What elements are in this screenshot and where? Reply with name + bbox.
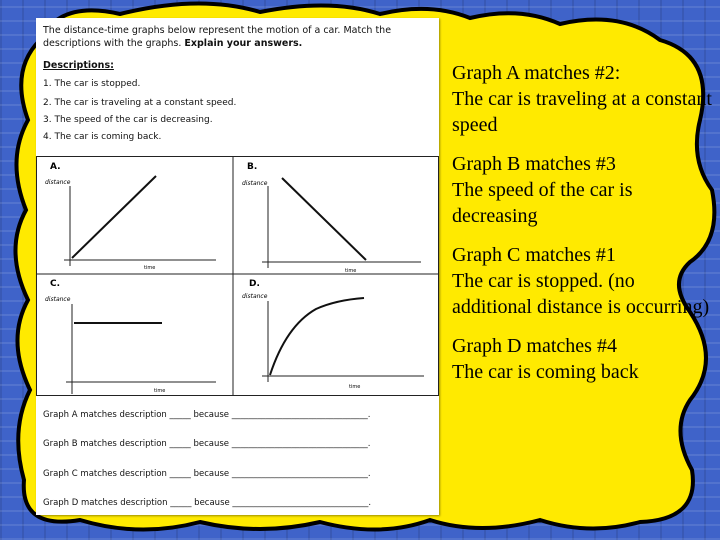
graph-c-ylabel: distance	[45, 296, 71, 303]
answer-c	[452, 242, 714, 320]
worksheet-intro	[43, 24, 433, 50]
graph-b	[242, 162, 421, 274]
answer-b	[452, 151, 714, 229]
graph-d-letter: D.	[249, 279, 260, 289]
answer-a-heading: Graph A matches #2:	[452, 62, 621, 84]
graph-d	[242, 279, 424, 390]
graph-a-letter: A.	[50, 162, 61, 172]
graph-d-xlabel: time	[349, 384, 361, 390]
answer-d-text: The car is coming back	[452, 361, 639, 383]
answer-c-heading: Graph C matches #1	[452, 244, 616, 266]
graph-c-xlabel: time	[154, 388, 166, 394]
match-line-c: Graph C matches description _____ because ________________________________.	[43, 469, 371, 479]
answer-a-text: The car is traveling at a constant speed	[452, 88, 712, 136]
graph-b-line	[282, 178, 366, 260]
match-line-d: Graph D matches description _____ because ________________________________.	[43, 498, 372, 508]
intro-text: The distance-time graphs below represent the motion of a car. Match the descriptions with the graphs.	[43, 25, 392, 49]
answer-b-text: The speed of the car is decreasing	[452, 179, 633, 227]
match-line-a: Graph A matches description _____ because ________________________________.	[43, 410, 371, 420]
answer-c-text: The car is stopped. (no additional distance is occurring)	[452, 270, 710, 318]
answer-d-heading: Graph D matches #4	[452, 335, 617, 357]
graph-b-letter: B.	[247, 162, 258, 172]
graph-d-curve	[270, 298, 364, 375]
graph-a	[45, 162, 216, 271]
graph-b-ylabel: distance	[242, 180, 268, 187]
graphs-border	[37, 157, 439, 396]
descriptions-heading: Descriptions:	[43, 60, 114, 71]
description-4: 4. The car is coming back.	[43, 132, 162, 142]
graph-c-letter: C.	[50, 279, 61, 289]
graphs-grid	[36, 156, 439, 396]
answer-a	[452, 60, 714, 138]
match-line-b: Graph B matches description _____ because ________________________________.	[43, 439, 371, 449]
description-1: 1. The car is stopped.	[43, 79, 141, 89]
worksheet-image	[36, 18, 439, 515]
graph-a-ylabel: distance	[45, 179, 71, 186]
answer-b-heading: Graph B matches #3	[452, 153, 616, 175]
graph-d-ylabel: distance	[242, 293, 268, 300]
graph-a-line	[72, 176, 156, 258]
description-2: 2. The car is traveling at a constant speed.	[43, 98, 237, 108]
graph-a-xlabel: time	[144, 265, 156, 271]
intro-bold: Explain your answers.	[184, 38, 303, 49]
graph-b-xlabel: time	[345, 268, 357, 274]
graph-c	[45, 279, 216, 394]
description-3: 3. The speed of the car is decreasing.	[43, 115, 213, 125]
answer-d	[452, 333, 714, 385]
answers-panel	[452, 60, 714, 398]
